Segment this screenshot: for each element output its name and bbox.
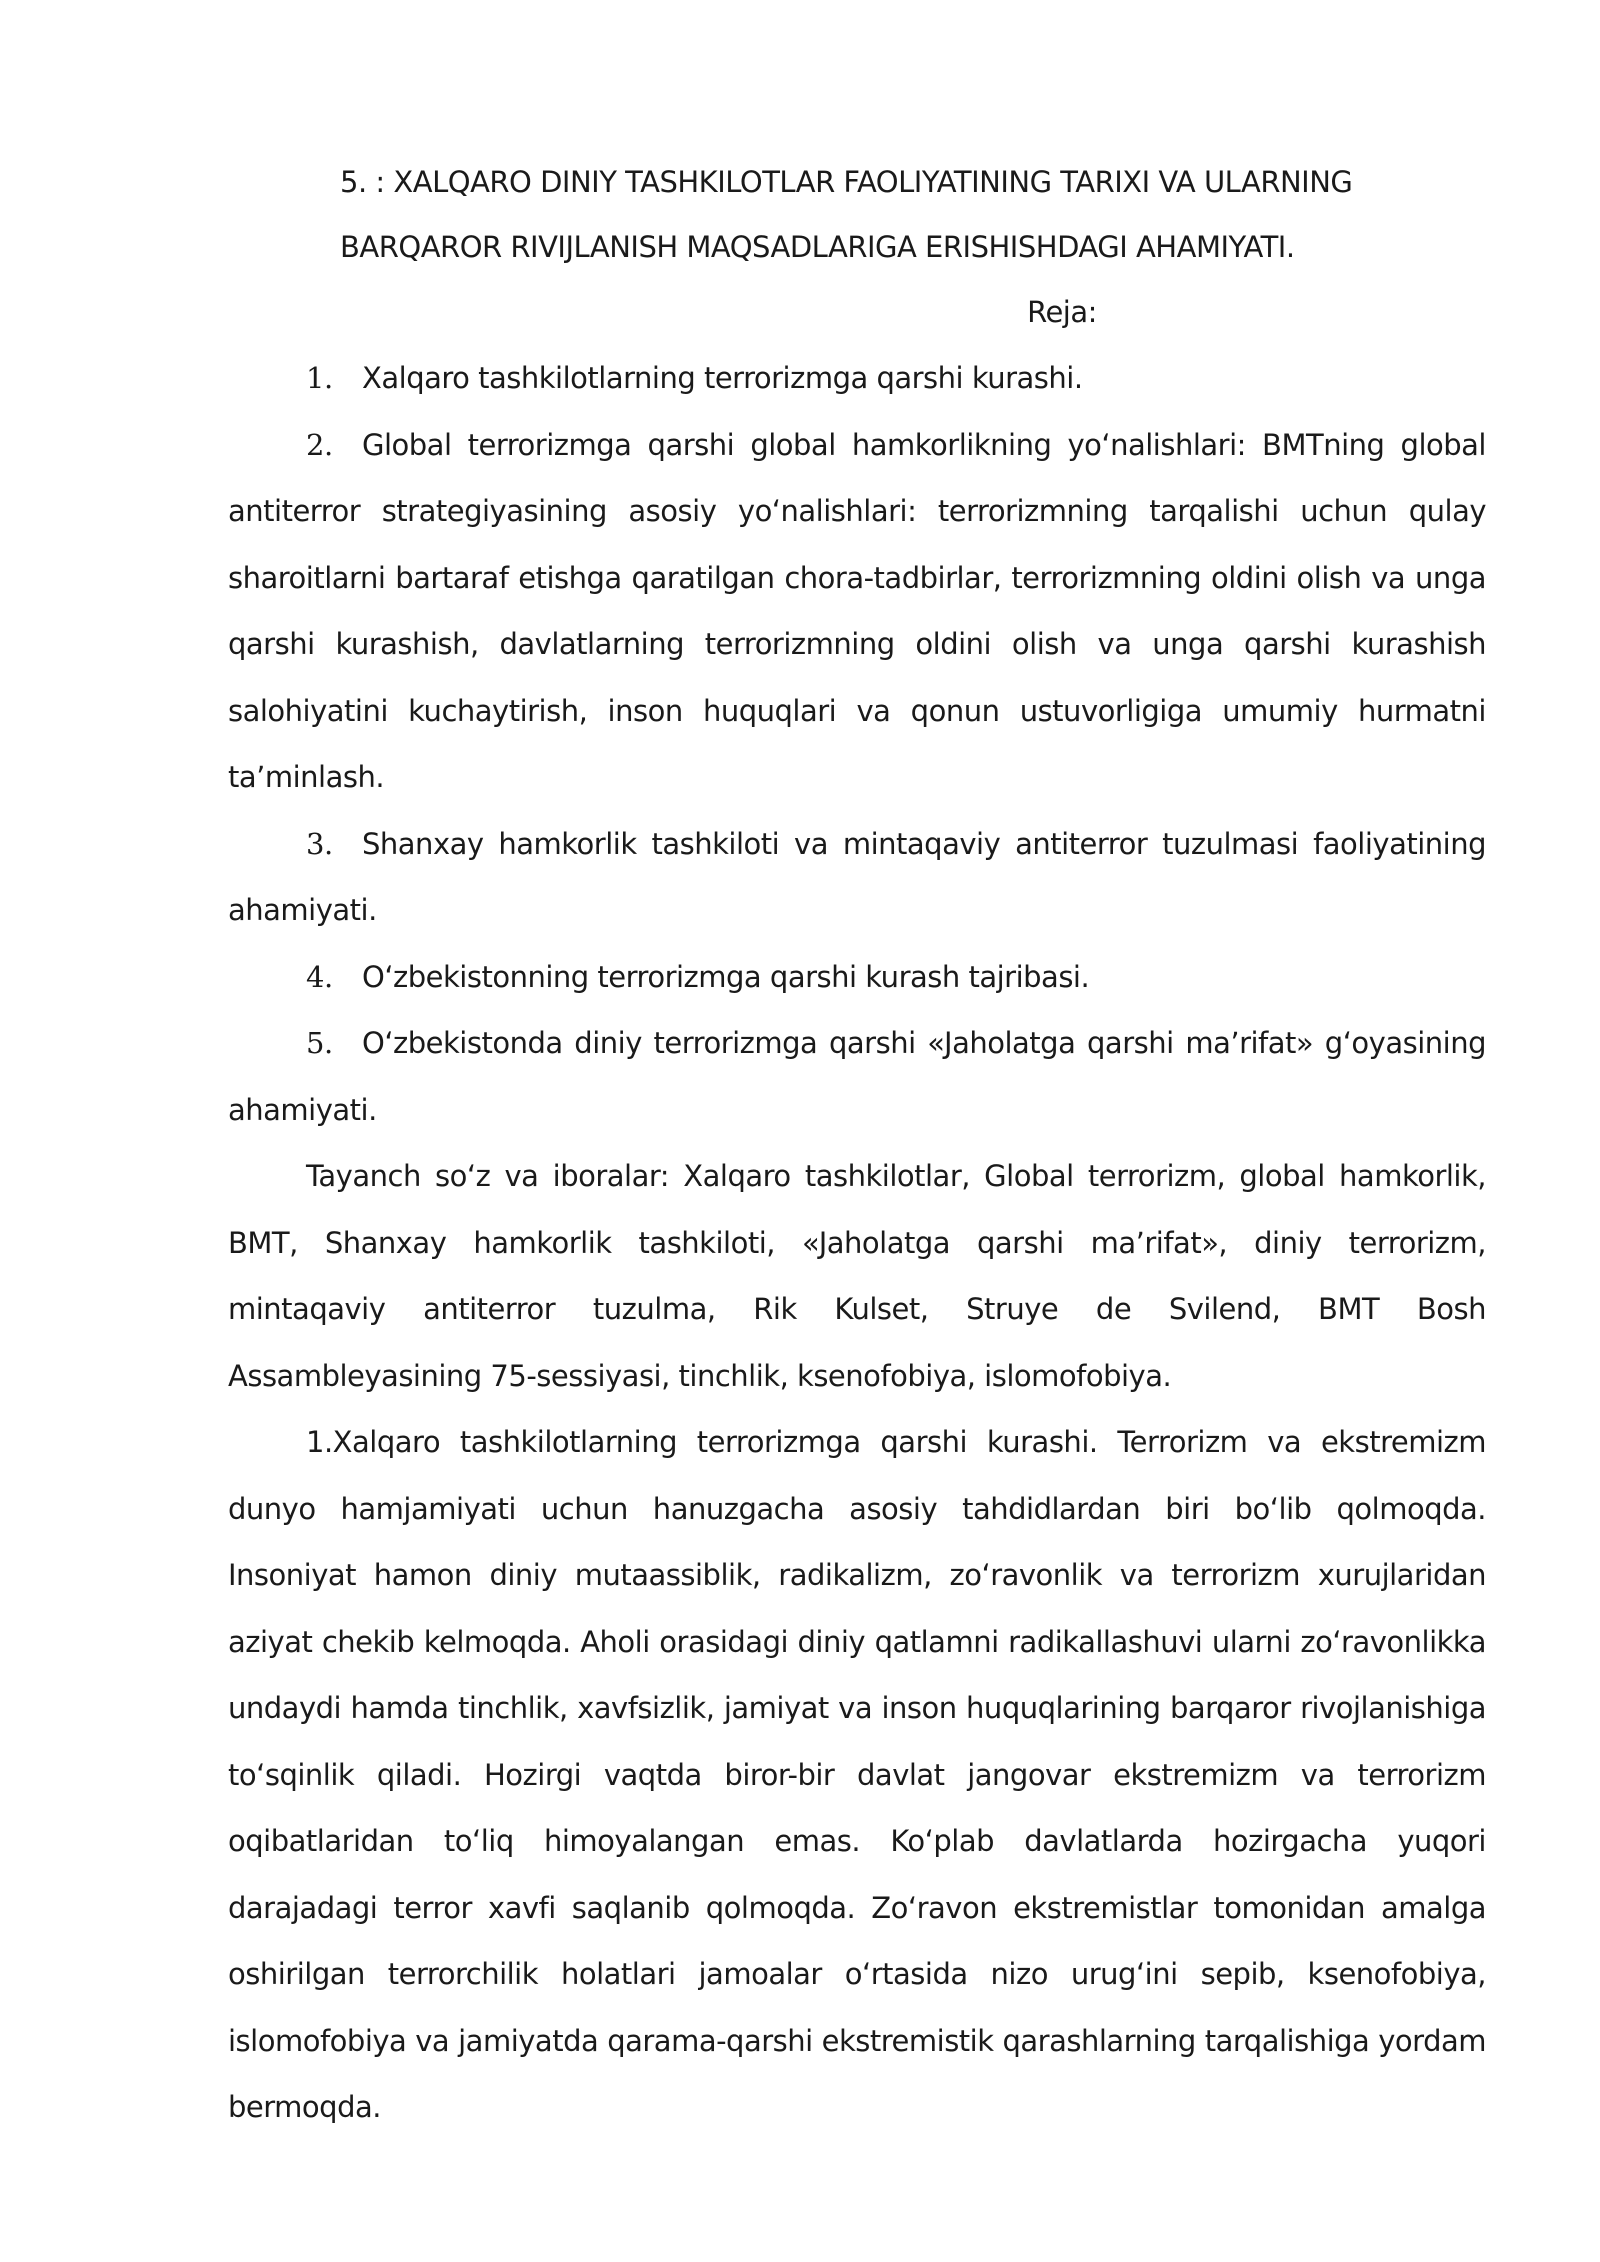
plan-heading: Reja: (1027, 295, 1097, 329)
plan-item-number: 3. (306, 826, 333, 861)
plan-item-5 (228, 1010, 1486, 1143)
plan-item-text: O‘zbekistonda diniy terrorizmga qarshi «Jaholatga qarshi ma’rifat» g‘oyasining ahamiyati. (228, 1026, 1486, 1127)
plan-item-number: 1. (306, 361, 333, 395)
plan-item-text: Global terrorizmga qarshi global hamkorlikning yo‘nalishlari: BMTning global antiterror strategiyasining asosiy yo‘nalishlari: terrorizmning tarqalishi uchun qulay sharoitlarni bartaraf etishga qaratilgan chora-tadbirlar, terrorizmning oldini olish va unga qarshi kurashish, davlatlarning terrorizmning oldini olish va unga qarshi kurashish salohiyatini kuchaytirish, inson huquqlari va qonun ustuvorligiga umumiy hurmatni ta’minlash. (228, 427, 1486, 794)
plan-item-number: 4. (306, 959, 333, 994)
plan-item-text: Xalqaro tashkilotlarning terrorizmga qarshi kurashi. (362, 361, 1083, 395)
plan-item-3 (228, 811, 1486, 944)
document-page (228, 150, 1486, 2141)
plan-item-1 (228, 345, 1486, 412)
keywords-paragraph: Tayanch so‘z va iboralar: Xalqaro tashkilotlar, Global terrorizm, global hamkorlik, BMT, Shanxay hamkorlik tashkiloti, «Jaholatga qarshi ma’rifat», diniy terrorizm, mintaqaviy antiterror tuzulma, Rik Kulset, Struye de Svilend, BMT Bosh Assambleyasining 75-sessiyasi, tinchlik, ksenofobiya, islomofobiya. (228, 1159, 1486, 1393)
plan-item-number: 2. (306, 427, 333, 462)
plan-item-4 (228, 944, 1486, 1011)
plan-item-number: 5. (306, 1026, 333, 1060)
plan-item-text: O‘zbekistonning terrorizmga qarshi kurash tajribasi. (362, 959, 1090, 994)
section-paragraph: 1.Xalqaro tashkilotlarning terrorizmga qarshi kurashi. Terrorizm va ekstremizm dunyo hamjamiyati uchun hanuzgacha asosiy tahdidlardan biri bo‘lib qolmoqda. Insoniyat hamon diniy mutaassiblik, radikalizm, zo‘ravonlik va terrorizm xurujlaridan aziyat chekib kelmoqda. Aholi orasidagi diniy qatlamni radikallashuvi ularni zo‘ravonlikka undaydi hamda tinchlik, xavfsizlik, jamiyat va inson huquqlarining barqaror rivojlanishiga to‘sqinlik qiladi. Hozirgi vaqtda biror-bir davlat jangovar ekstremizm va terrorizm oqibatlaridan to‘liq himoyalangan emas. Ko‘plab davlatlarda hozirgacha yuqori darajadagi terror xavfi saqlanib qolmoqda. Zo‘ravon ekstremistlar tomonidan amalga oshirilgan terrorchilik holatlari jamoalar o‘rtasida nizo urug‘ini sepib, ksenofobiya, islomofobiya va jamiyatda qarama-qarshi ekstremistik qarashlarning tarqalishiga yordam bermoqda. (228, 1425, 1486, 2124)
plan-item-2 (228, 412, 1486, 811)
plan-item-text: Shanxay hamkorlik tashkiloti va mintaqaviy antiterror tuzulmasi faoliyatining ahamiyati. (228, 826, 1486, 927)
document-title: 5. : XALQARO DINIY TASHKILOTLAR FAOLIYATINING TARIXI VA ULARNING BARQAROR RIVIJLANISH MAQSADLARIGA ERISHISHDAGI AHAMIYATI. (340, 165, 1353, 264)
